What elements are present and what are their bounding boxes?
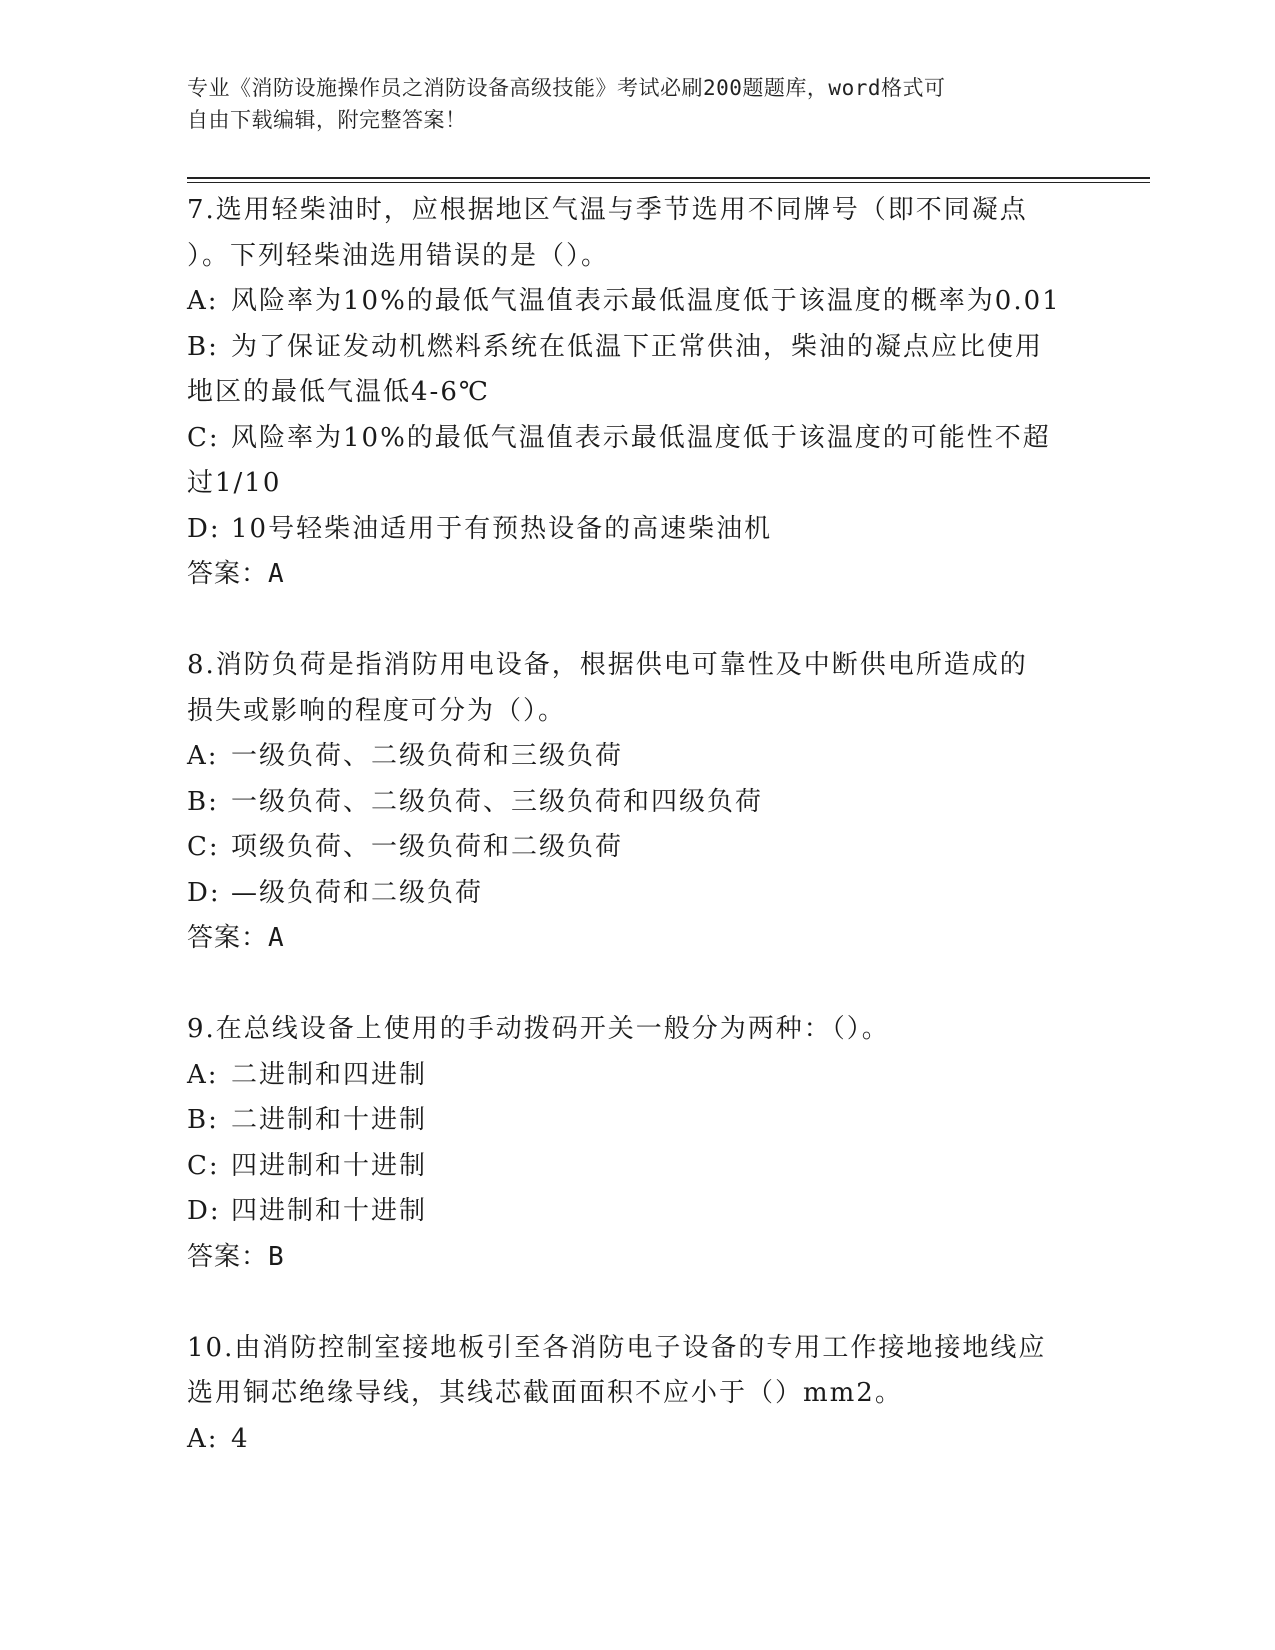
option-b bbox=[187, 325, 1087, 371]
question-list bbox=[187, 188, 1087, 1462]
option-text: —级负荷和二级负荷 bbox=[231, 877, 484, 908]
question-stem: 10.由消防控制室接地板引至各消防电子设备的专用工作接地接地线应 bbox=[187, 1332, 1047, 1363]
option-c bbox=[187, 1144, 1087, 1190]
option-key: D: bbox=[187, 1196, 221, 1226]
question-10 bbox=[187, 1326, 1087, 1463]
option-text: 二进制和十进制 bbox=[231, 1105, 428, 1135]
answer-line: 答案：A bbox=[187, 559, 285, 589]
option-a bbox=[187, 1417, 1087, 1463]
answer-line: 答案：A bbox=[187, 923, 285, 953]
option-b-continued: 地区的最低气温低4-6℃ bbox=[187, 377, 490, 407]
option-b bbox=[187, 1098, 1087, 1144]
header-divider-thick bbox=[187, 177, 1150, 179]
option-key: C: bbox=[187, 1150, 220, 1181]
option-text: 一级负荷、二级负荷和三级负荷 bbox=[231, 741, 624, 771]
option-d bbox=[187, 1189, 1087, 1235]
question-stem: 8.消防负荷是指消防用电设备，根据供电可靠性及中断供电所造成的 bbox=[187, 650, 1028, 680]
option-text: 为了保证发动机燃料系统在低温下正常供油，柴油的凝点应比使用 bbox=[231, 331, 1044, 362]
question-7 bbox=[187, 188, 1087, 598]
option-text: 风险率为10%的最低气温值表示最低温度低于该温度的可能性不超 bbox=[231, 422, 1051, 453]
option-key: B: bbox=[187, 786, 219, 817]
option-key: B: bbox=[187, 331, 219, 362]
option-key: C: bbox=[187, 832, 220, 862]
header-divider-thin bbox=[187, 182, 1150, 183]
option-c bbox=[187, 825, 1087, 871]
question-8 bbox=[187, 643, 1087, 962]
option-text: 四进制和十进制 bbox=[231, 1196, 428, 1226]
option-c-continued: 过1/10 bbox=[187, 468, 282, 498]
option-text: 四进制和十进制 bbox=[231, 1150, 428, 1181]
question-stem-continued: 选用铜芯绝缘导线，其线芯截面面积不应小于（）mm2。 bbox=[187, 1378, 903, 1408]
option-d bbox=[187, 507, 1087, 553]
option-key: A: bbox=[187, 1423, 219, 1454]
header-line-2: 自由下载编辑，附完整答案！ bbox=[187, 108, 467, 132]
question-stem-continued: ）。下列轻柴油选用错误的是（）。 bbox=[187, 240, 610, 271]
question-stem-continued: 损失或影响的程度可分为（）。 bbox=[187, 695, 567, 726]
option-text: 10号轻柴油适用于有预热设备的高速柴油机 bbox=[231, 513, 773, 544]
option-key: A: bbox=[187, 286, 219, 316]
option-key: A: bbox=[187, 741, 219, 771]
option-text: 风险率为10%的最低气温值表示最低温度低于该温度的概率为0.01 bbox=[231, 286, 1061, 316]
question-stem: 7.选用轻柴油时，应根据地区气温与季节选用不同牌号（即不同凝点 bbox=[187, 195, 1028, 225]
header-line-1: 专业《消防设施操作员之消防设备高级技能》考试必刷200题题库，word格式可 bbox=[187, 76, 946, 100]
option-key: D: bbox=[187, 877, 221, 908]
option-d bbox=[187, 871, 1087, 917]
spacer bbox=[187, 962, 1087, 1008]
option-c bbox=[187, 416, 1087, 462]
option-key: D: bbox=[187, 513, 221, 544]
option-text: 项级负荷、一级负荷和二级负荷 bbox=[231, 832, 624, 862]
spacer bbox=[187, 1280, 1087, 1326]
option-text: 一级负荷、二级负荷、三级负荷和四级负荷 bbox=[231, 786, 764, 817]
question-9 bbox=[187, 1007, 1087, 1280]
option-a bbox=[187, 1053, 1087, 1099]
option-text: 4 bbox=[231, 1423, 250, 1454]
option-key: A: bbox=[187, 1059, 219, 1090]
option-key: B: bbox=[187, 1105, 219, 1135]
option-key: C: bbox=[187, 422, 220, 453]
answer-line: 答案：B bbox=[187, 1241, 285, 1272]
document-header bbox=[187, 72, 1067, 136]
option-a bbox=[187, 279, 1087, 325]
option-a bbox=[187, 734, 1087, 780]
option-text: 二进制和四进制 bbox=[231, 1059, 428, 1090]
spacer bbox=[187, 598, 1087, 644]
option-b bbox=[187, 780, 1087, 826]
question-stem: 9.在总线设备上使用的手动拨码开关一般分为两种：（）。 bbox=[187, 1014, 890, 1044]
